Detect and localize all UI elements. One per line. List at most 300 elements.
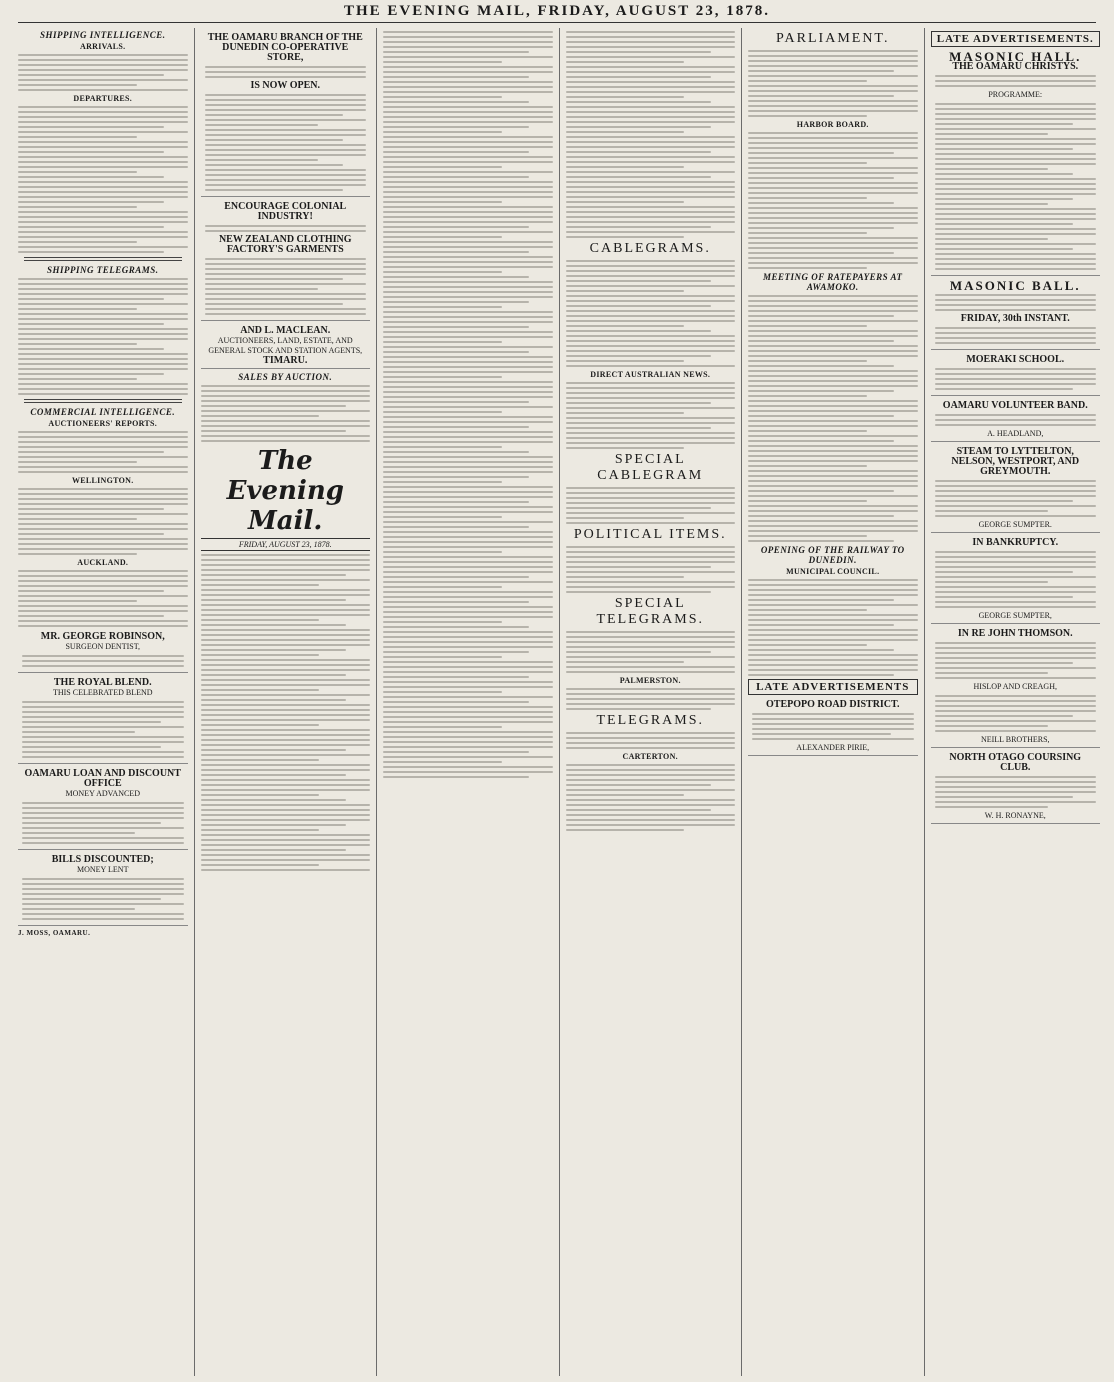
text-line (201, 425, 371, 427)
masthead-rule (18, 22, 1096, 23)
section-heading: SPECIAL TELEGRAMS. (596, 596, 704, 627)
text-line (18, 126, 164, 128)
text-line (935, 556, 1097, 558)
text-line (383, 371, 553, 373)
ad-line: GEORGE SUMPTER. (978, 520, 1052, 529)
text-line (18, 308, 137, 310)
text-line (748, 325, 867, 327)
subheading: CARTERTON. (622, 752, 678, 761)
text-line (18, 116, 188, 118)
text-line (205, 124, 318, 126)
text-line (935, 327, 1097, 329)
text-line (201, 734, 371, 736)
text-line (201, 714, 371, 716)
text-line (748, 100, 918, 102)
text-line (935, 495, 1097, 497)
text-line (383, 306, 502, 308)
ad-title: MOERAKI SCHOOL. (966, 354, 1065, 365)
text-line (748, 385, 918, 387)
text-line (201, 834, 371, 836)
text-line (201, 774, 347, 776)
text-line (748, 465, 867, 467)
text-line (201, 569, 371, 571)
text-line (383, 731, 553, 733)
text-line (566, 61, 685, 63)
subheading: AUCKLAND. (77, 558, 129, 567)
text-line (201, 669, 371, 671)
divider (24, 399, 182, 403)
text-line (566, 708, 712, 710)
text-line (935, 183, 1097, 185)
text-line (383, 301, 529, 303)
text-line (566, 310, 736, 312)
text-line (201, 724, 320, 726)
text-line (201, 739, 371, 741)
text-line (566, 270, 736, 272)
text-line (748, 192, 918, 194)
text-line (748, 167, 918, 169)
text-line (748, 455, 918, 457)
text-line (201, 614, 371, 616)
text-line (201, 699, 347, 701)
text-line (566, 46, 736, 48)
text-line (748, 445, 918, 447)
ad-line: IS NOW OPEN. (250, 80, 321, 91)
text-line (22, 706, 184, 708)
illegible-text-block (935, 776, 1097, 808)
text-line (935, 725, 1048, 727)
text-line (18, 171, 137, 173)
illegible-text-block (935, 75, 1097, 87)
text-line (566, 335, 736, 337)
divider (24, 257, 182, 261)
text-line (383, 621, 502, 623)
column-2 (201, 28, 378, 1376)
text-line (18, 553, 137, 555)
column-6 (931, 28, 1107, 1376)
text-line (18, 54, 188, 56)
text-line (383, 211, 553, 213)
text-line (748, 360, 867, 362)
text-line (748, 375, 918, 377)
text-line (748, 315, 894, 317)
text-line (935, 606, 1097, 608)
text-line (566, 126, 712, 128)
text-line (935, 781, 1097, 783)
text-line (205, 71, 367, 73)
text-line (205, 149, 367, 151)
ad-title: STEAM TO LYTTELTON, NELSON, WESTPORT, AND GREYMOUTH. (951, 446, 1080, 477)
text-line (201, 794, 320, 796)
text-line (935, 419, 1097, 421)
text-line (22, 660, 184, 662)
text-line (935, 133, 1048, 135)
text-line (18, 136, 137, 138)
text-line (383, 611, 553, 613)
text-line (566, 355, 712, 357)
text-line (18, 528, 188, 530)
text-line (383, 126, 529, 128)
text-line (566, 646, 736, 648)
text-line (383, 91, 553, 93)
text-line (205, 268, 367, 270)
text-line (383, 466, 553, 468)
text-line (566, 211, 736, 213)
text-line (205, 169, 367, 171)
text-line (566, 666, 736, 668)
text-line (18, 436, 188, 438)
text-line (748, 212, 918, 214)
text-line (935, 173, 1074, 175)
illegible-text-block (205, 258, 367, 315)
advertisement (18, 767, 188, 850)
text-line (935, 791, 1097, 793)
illegible-text-block (18, 431, 188, 473)
text-line (566, 789, 736, 791)
text-line (935, 373, 1097, 375)
text-line (935, 228, 1097, 230)
text-line (935, 730, 1097, 732)
advertisement (18, 676, 188, 764)
text-line (748, 60, 918, 62)
illegible-text-block (566, 688, 736, 710)
text-line (201, 784, 371, 786)
text-line (18, 488, 188, 490)
ad-title: NORTH OTAGO COURSING CLUB. (949, 752, 1082, 773)
text-line (18, 518, 137, 520)
ad-title: THE OAMARU BRANCH OF THE DUNEDIN CO-OPERATIVE STORE, (207, 32, 363, 63)
text-line (748, 664, 918, 666)
text-line (18, 298, 164, 300)
text-line (18, 498, 188, 500)
section-heading: SHIPPING TELEGRAMS. (46, 265, 159, 275)
text-line (748, 172, 918, 174)
text-line (566, 300, 736, 302)
text-line (383, 746, 553, 748)
text-line (201, 809, 371, 811)
advertisement (201, 324, 371, 369)
text-line (205, 273, 367, 275)
text-line (201, 584, 320, 586)
illegible-text-block (18, 106, 188, 253)
text-line (935, 213, 1097, 215)
text-line (18, 461, 137, 463)
text-line (752, 728, 914, 730)
text-line (935, 505, 1097, 507)
text-line (383, 261, 553, 263)
text-line (566, 91, 736, 93)
section-heading: LATE ADVERTISEMENTS (748, 679, 918, 695)
text-line (201, 704, 371, 706)
text-line (22, 903, 184, 905)
text-line (383, 421, 553, 423)
text-line (748, 267, 867, 269)
text-line (22, 908, 135, 910)
text-line (566, 442, 736, 444)
text-line (748, 300, 918, 302)
text-line (748, 207, 918, 209)
text-line (748, 400, 918, 402)
text-line (18, 441, 188, 443)
text-line (383, 586, 502, 588)
text-line (18, 508, 164, 510)
text-line (935, 118, 1097, 120)
text-line (748, 415, 894, 417)
text-line (18, 338, 188, 340)
text-line (935, 480, 1097, 482)
text-line (201, 400, 371, 402)
text-line (201, 689, 320, 691)
text-line (748, 70, 894, 72)
text-line (935, 414, 1097, 416)
illegible-text-block (566, 487, 736, 524)
text-line (383, 231, 553, 233)
text-line (748, 669, 918, 671)
text-line (566, 437, 736, 439)
ad-title: IN BANKRUPTCY. (972, 537, 1059, 548)
text-line (748, 217, 918, 219)
text-line (566, 571, 736, 573)
text-line (748, 629, 918, 631)
text-line (566, 779, 736, 781)
text-line (383, 451, 529, 453)
illegible-text-block (201, 385, 371, 442)
text-line (201, 849, 347, 851)
text-line (383, 256, 553, 258)
text-line (18, 358, 188, 360)
text-line (752, 718, 914, 720)
text-line (748, 639, 918, 641)
text-line (935, 796, 1074, 798)
advertisement (931, 399, 1101, 442)
text-line (205, 230, 367, 232)
text-line (201, 769, 371, 771)
text-line (22, 807, 184, 809)
text-line (566, 161, 736, 163)
text-line (383, 581, 553, 583)
text-line (205, 303, 344, 305)
text-line (748, 242, 918, 244)
text-line (201, 764, 371, 766)
text-line (383, 146, 553, 148)
text-line (383, 196, 553, 198)
text-line (566, 221, 736, 223)
text-line (566, 320, 736, 322)
text-line (383, 431, 553, 433)
text-line (22, 878, 184, 880)
text-line (935, 601, 1097, 603)
text-line (383, 571, 553, 573)
text-line (383, 566, 553, 568)
text-line (383, 721, 553, 723)
text-line (201, 754, 371, 756)
advertisement (931, 445, 1101, 533)
text-line (383, 321, 553, 323)
text-line (748, 80, 867, 82)
text-line (566, 31, 736, 33)
text-line (566, 325, 685, 327)
text-line (748, 95, 894, 97)
text-line (566, 742, 736, 744)
text-line (18, 620, 188, 622)
text-line (383, 661, 553, 663)
text-line (383, 341, 502, 343)
text-line (383, 676, 529, 678)
text-line (748, 490, 894, 492)
text-line (748, 330, 918, 332)
text-line (566, 345, 736, 347)
text-line (935, 80, 1097, 82)
text-line (752, 723, 914, 725)
text-line (201, 659, 371, 661)
illegible-text-block (566, 31, 736, 238)
ad-line: GEORGE SUMPTER, (978, 611, 1052, 620)
section-heading: PARLIAMENT. (776, 31, 890, 46)
text-line (22, 817, 184, 819)
ad-title: THE ROYAL BLEND. (53, 677, 152, 688)
illegible-text-block (748, 50, 918, 117)
text-line (383, 406, 553, 408)
text-line (18, 288, 188, 290)
text-line (566, 41, 736, 43)
text-line (935, 208, 1097, 210)
text-line (201, 410, 371, 412)
text-line (748, 202, 894, 204)
text-line (18, 151, 164, 153)
ad-title: OAMARU VOLUNTEER BAND. (942, 400, 1088, 411)
text-line (18, 353, 188, 355)
text-line (935, 203, 1048, 205)
text-line (201, 420, 371, 422)
text-line (205, 313, 367, 315)
text-line (935, 715, 1074, 717)
text-line (383, 741, 553, 743)
text-line (201, 654, 320, 656)
text-line (383, 486, 553, 488)
text-line (748, 410, 918, 412)
text-line (201, 589, 371, 591)
text-line (383, 166, 502, 168)
text-line (935, 108, 1097, 110)
text-line (748, 485, 918, 487)
text-line (383, 461, 553, 463)
text-line (383, 546, 553, 548)
text-line (383, 401, 529, 403)
text-line (748, 649, 894, 651)
text-line (935, 168, 1048, 170)
text-line (18, 493, 188, 495)
text-line (566, 196, 736, 198)
text-line (935, 801, 1097, 803)
text-line (748, 305, 918, 307)
text-line (201, 435, 371, 437)
text-line (566, 412, 685, 414)
text-line (748, 340, 894, 342)
text-line (935, 776, 1097, 778)
illegible-text-block (205, 66, 367, 78)
text-line (201, 624, 347, 626)
text-line (205, 258, 367, 260)
text-line (201, 574, 347, 576)
text-line (566, 131, 685, 133)
text-line (935, 500, 1074, 502)
text-line (383, 121, 553, 123)
text-line (383, 531, 553, 533)
text-line (18, 570, 188, 572)
illegible-text-block (22, 701, 184, 758)
text-line (748, 589, 918, 591)
text-line (383, 46, 553, 48)
text-line (18, 64, 188, 66)
text-line (383, 591, 553, 593)
text-line (201, 789, 371, 791)
dateline: FRIDAY, AUGUST 23, 1878. (201, 538, 371, 551)
text-line (748, 425, 918, 427)
text-line (383, 711, 553, 713)
text-line (566, 392, 736, 394)
text-line (566, 561, 736, 563)
subheading: DIRECT AUSTRALIAN NEWS. (590, 370, 711, 379)
ad-line: A. HEADLAND, (987, 429, 1044, 438)
subheading: DEPARTURES. (73, 94, 133, 103)
text-line (748, 110, 918, 112)
text-line (383, 151, 529, 153)
text-line (22, 888, 184, 890)
text-line (935, 248, 1074, 250)
text-line (566, 487, 736, 489)
text-line (935, 677, 1097, 679)
ad-line: SURGEON DENTIST, (65, 642, 140, 651)
text-line (566, 551, 736, 553)
text-line (383, 646, 553, 648)
text-line (566, 819, 736, 821)
text-line (566, 156, 736, 158)
text-line (205, 129, 367, 131)
text-line (383, 656, 502, 658)
masthead-title: THE EVENING MAIL, FRIDAY, AUGUST 23, 1878. (343, 2, 770, 19)
text-line (18, 383, 188, 385)
text-line (566, 236, 685, 238)
text-line (383, 361, 553, 363)
text-line (201, 649, 347, 651)
text-line (748, 335, 918, 337)
text-line (201, 749, 347, 751)
text-line (205, 164, 344, 166)
section-heading: POLITICAL ITEMS. (573, 527, 727, 542)
text-line (566, 432, 736, 434)
text-line (935, 642, 1097, 644)
text-line (566, 350, 736, 352)
text-line (383, 756, 553, 758)
text-line (22, 842, 184, 844)
section-heading: COMMERCIAL INTELLIGENCE. (30, 407, 176, 417)
text-line (566, 166, 685, 168)
text-line (205, 278, 344, 280)
illegible-text-block (935, 368, 1097, 390)
illegible-text-block (935, 294, 1097, 311)
advertisement (201, 200, 371, 321)
text-line (18, 131, 188, 133)
text-line (383, 671, 553, 673)
text-line (383, 716, 553, 718)
text-line (748, 237, 918, 239)
text-line (201, 664, 371, 666)
illegible-text-block (18, 278, 188, 395)
text-line (201, 629, 371, 631)
text-line (201, 554, 371, 556)
text-line (22, 812, 184, 814)
text-line (748, 420, 918, 422)
